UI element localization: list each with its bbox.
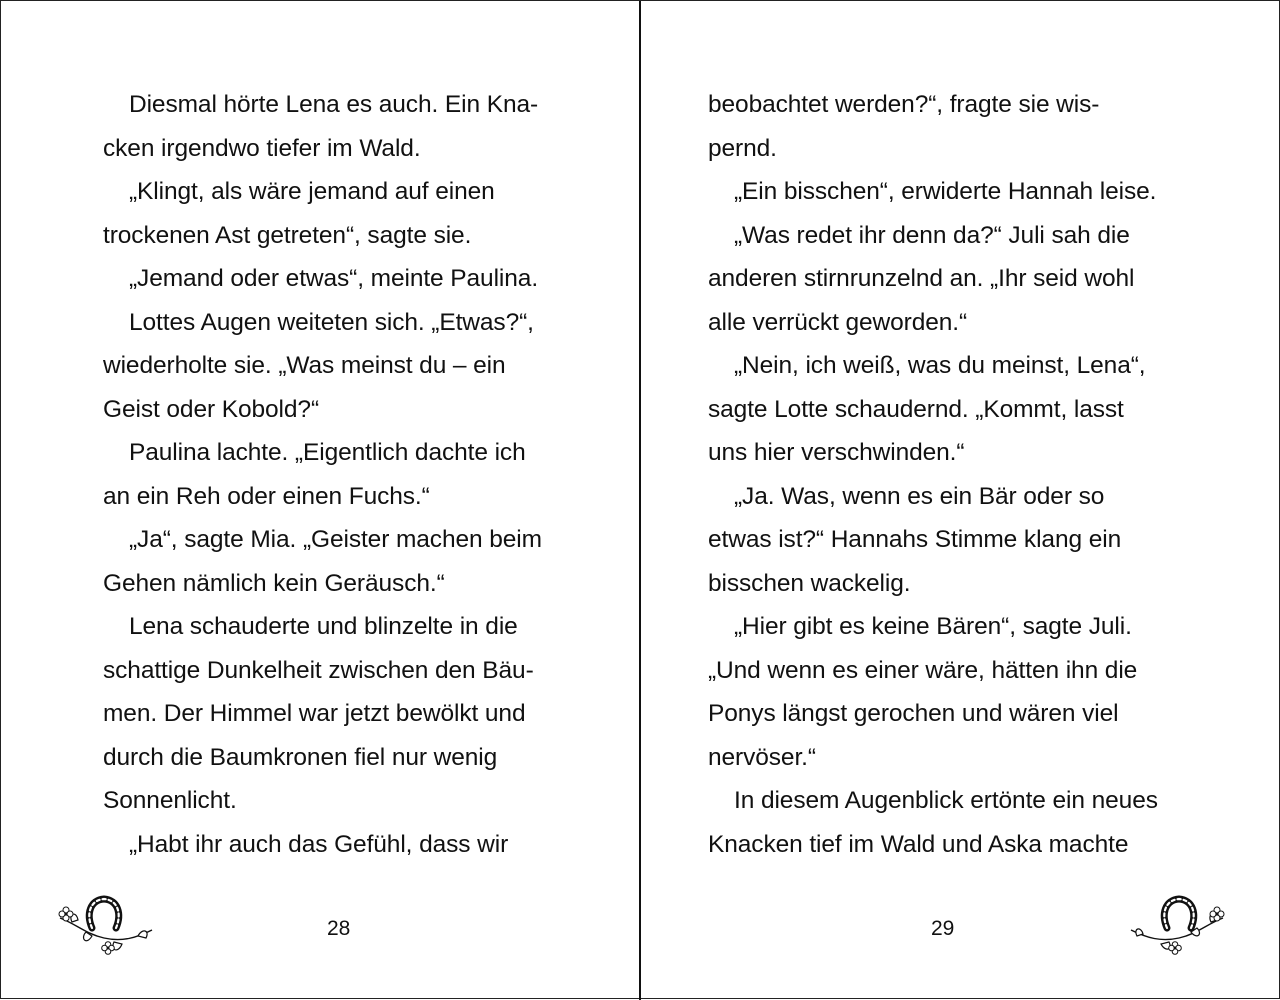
- text-line: „Ja. Was, wenn es ein Bär oder so: [734, 482, 1105, 510]
- text-line: „Was redet ihr denn da?“ Juli sah die: [734, 221, 1130, 249]
- text-line: Geist oder Kobold?“: [103, 395, 320, 423]
- text-line: etwas ist?“ Hannahs Stimme klang ein: [708, 526, 1122, 553]
- left-page-text: [103, 83, 579, 866]
- text-line: In diesem Augenblick ertönte ein neues: [734, 787, 1158, 814]
- text-line: „Und wenn es einer wäre, hätten ihn die: [708, 656, 1138, 684]
- text-line: cken irgendwo tiefer im Wald.: [103, 134, 421, 162]
- text-line: pernd.: [708, 134, 777, 162]
- page-number: 29: [931, 917, 955, 940]
- gutter-divider: [639, 1, 641, 1000]
- text-line: alle verrückt geworden.“: [708, 308, 968, 336]
- text-line: Diesmal hörte Lena es auch. Ein Kna-: [129, 91, 539, 118]
- text-line: Knacken tief im Wald und Aska machte: [708, 830, 1129, 858]
- text-line: anderen stirnrunzelnd an. „Ihr seid wohl: [708, 265, 1135, 292]
- text-line: Sonnenlicht.: [103, 787, 237, 814]
- text-line: Paulina lachte. „Eigentlich dachte ich: [129, 439, 526, 466]
- text-line: „Hier gibt es keine Bären“, sagte Juli.: [734, 613, 1132, 640]
- horseshoe-flower-ornament-icon: [1127, 894, 1227, 958]
- text-line: bisschen wackelig.: [708, 569, 911, 597]
- right-page: [642, 1, 1280, 998]
- text-line: Ponys längst gerochen und wären viel: [708, 700, 1119, 727]
- right-page-text: [708, 83, 1188, 866]
- text-line: „Jemand oder etwas“, meinte Paulina.: [129, 265, 539, 292]
- text-line: sagte Lotte schaudernd. „Kommt, lasst: [708, 395, 1124, 423]
- text-line: „Nein, ich weiß, was du meinst, Lena“,: [734, 352, 1146, 379]
- text-line: „Ja“, sagte Mia. „Geister machen beim: [129, 526, 542, 553]
- text-line: beobachtet werden?“, fragte sie wis-: [708, 91, 1100, 118]
- text-line: trockenen Ast getreten“, sagte sie.: [103, 221, 472, 249]
- text-line: „Ein bisschen“, erwiderte Hannah leise.: [734, 178, 1157, 205]
- text-line: men. Der Himmel war jetzt bewölkt und: [103, 700, 526, 727]
- text-line: Lottes Augen weiteten sich. „Etwas?“,: [129, 308, 534, 336]
- left-page: [1, 1, 640, 998]
- page-number: 28: [327, 917, 351, 940]
- text-line: Gehen nämlich kein Geräusch.“: [103, 569, 445, 597]
- horseshoe-flower-ornament-icon: [56, 894, 156, 958]
- text-line: Lena schauderte und blinzelte in die: [129, 613, 518, 640]
- text-line: „Klingt, als wäre jemand auf einen: [129, 178, 495, 205]
- text-line: wiederholte sie. „Was meinst du – ein: [103, 352, 506, 379]
- text-line: uns hier verschwinden.“: [708, 439, 965, 466]
- text-line: an ein Reh oder einen Fuchs.“: [103, 482, 430, 510]
- text-line: durch die Baumkronen fiel nur wenig: [103, 743, 498, 771]
- text-line: schattige Dunkelheit zwischen den Bäu-: [103, 656, 534, 684]
- text-line: „Habt ihr auch das Gefühl, dass wir: [129, 830, 509, 858]
- text-line: nervöser.“: [708, 743, 816, 771]
